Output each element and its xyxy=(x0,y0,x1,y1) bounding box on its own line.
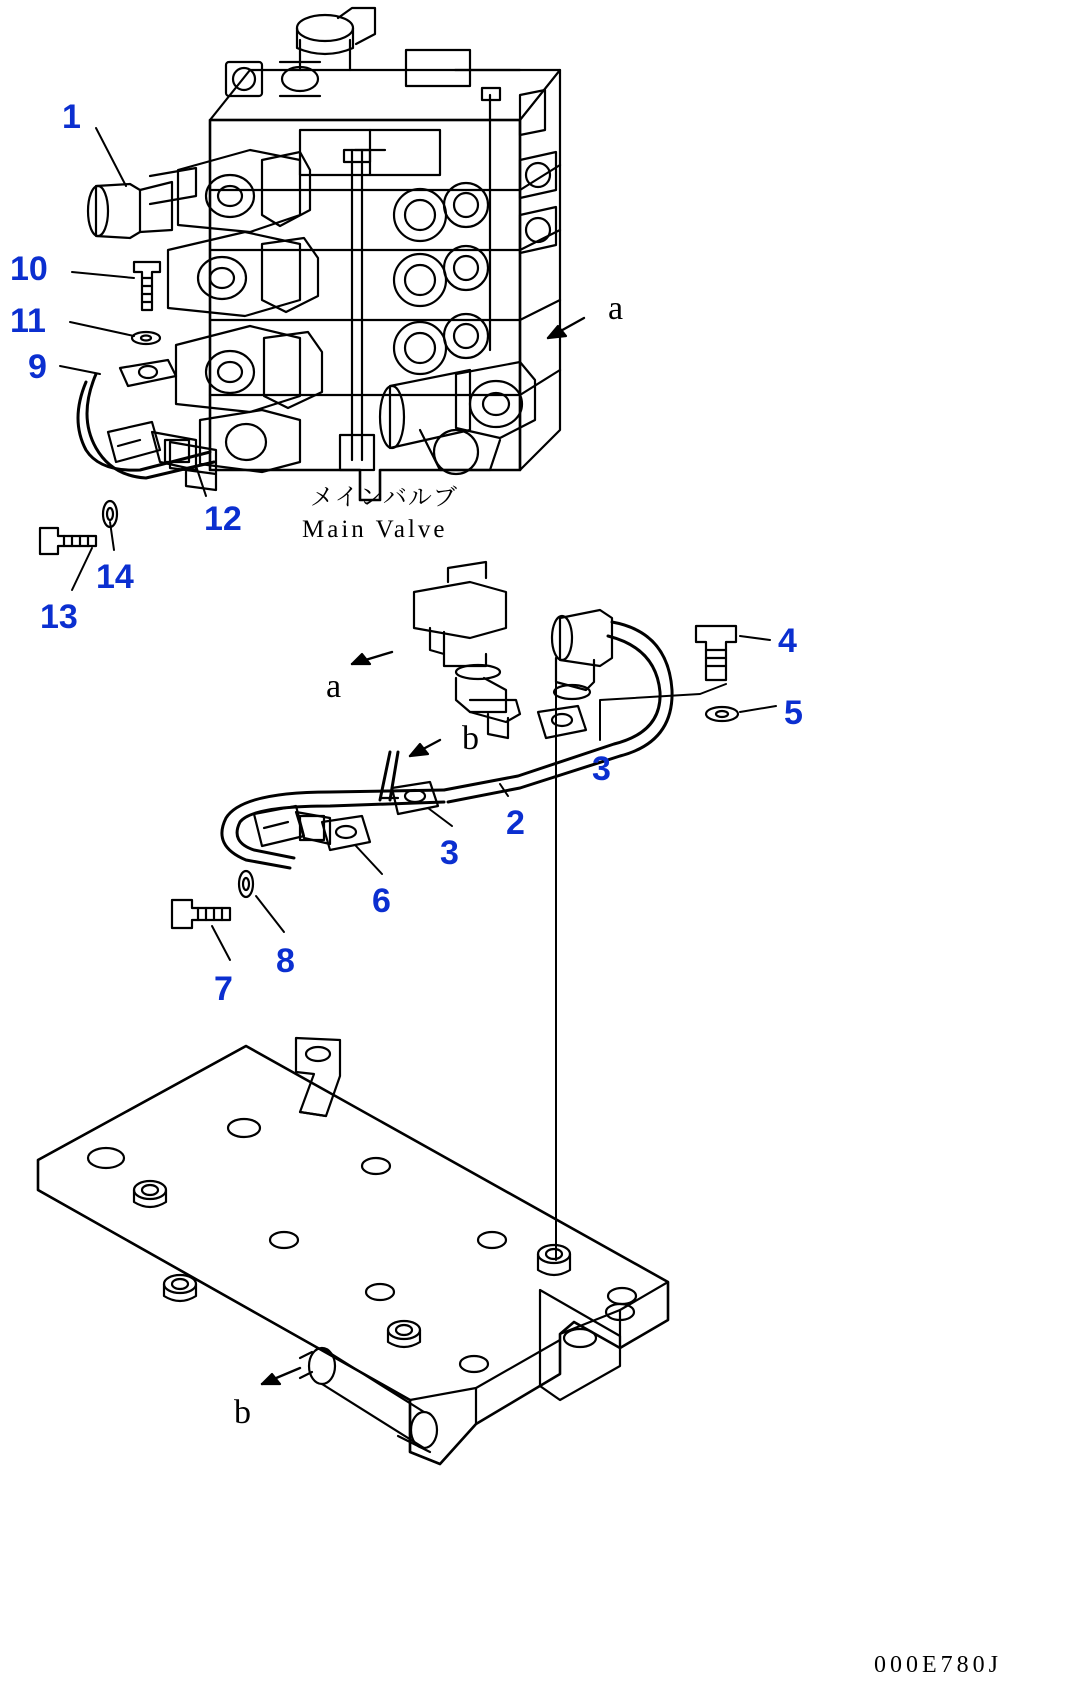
callout-4: 4 xyxy=(778,622,797,660)
callout-9: 9 xyxy=(28,348,47,386)
callout-3-right: 3 xyxy=(592,750,611,788)
callout-7: 7 xyxy=(214,970,233,1008)
main-valve-label-en: Main Valve xyxy=(302,516,448,543)
callout-10: 10 xyxy=(10,250,48,288)
callout-14: 14 xyxy=(96,558,134,596)
callout-13: 13 xyxy=(40,598,78,636)
section-mark-b-bottom: b xyxy=(234,1394,251,1431)
callout-12: 12 xyxy=(204,500,242,538)
callout-1: 1 xyxy=(62,98,81,136)
callout-3-left: 3 xyxy=(440,834,459,872)
callout-8: 8 xyxy=(276,942,295,980)
callout-2: 2 xyxy=(506,804,525,842)
callout-6: 6 xyxy=(372,882,391,920)
drawing-number: 000E780J xyxy=(874,1652,1002,1678)
section-mark-a-top: a xyxy=(608,290,624,327)
main-valve-label-jp: メインバルブ xyxy=(310,483,458,511)
section-mark-a-middle: a xyxy=(326,668,342,705)
callout-5: 5 xyxy=(784,694,803,732)
callout-11: 11 xyxy=(10,302,46,340)
section-mark-b-middle: b xyxy=(462,720,479,757)
